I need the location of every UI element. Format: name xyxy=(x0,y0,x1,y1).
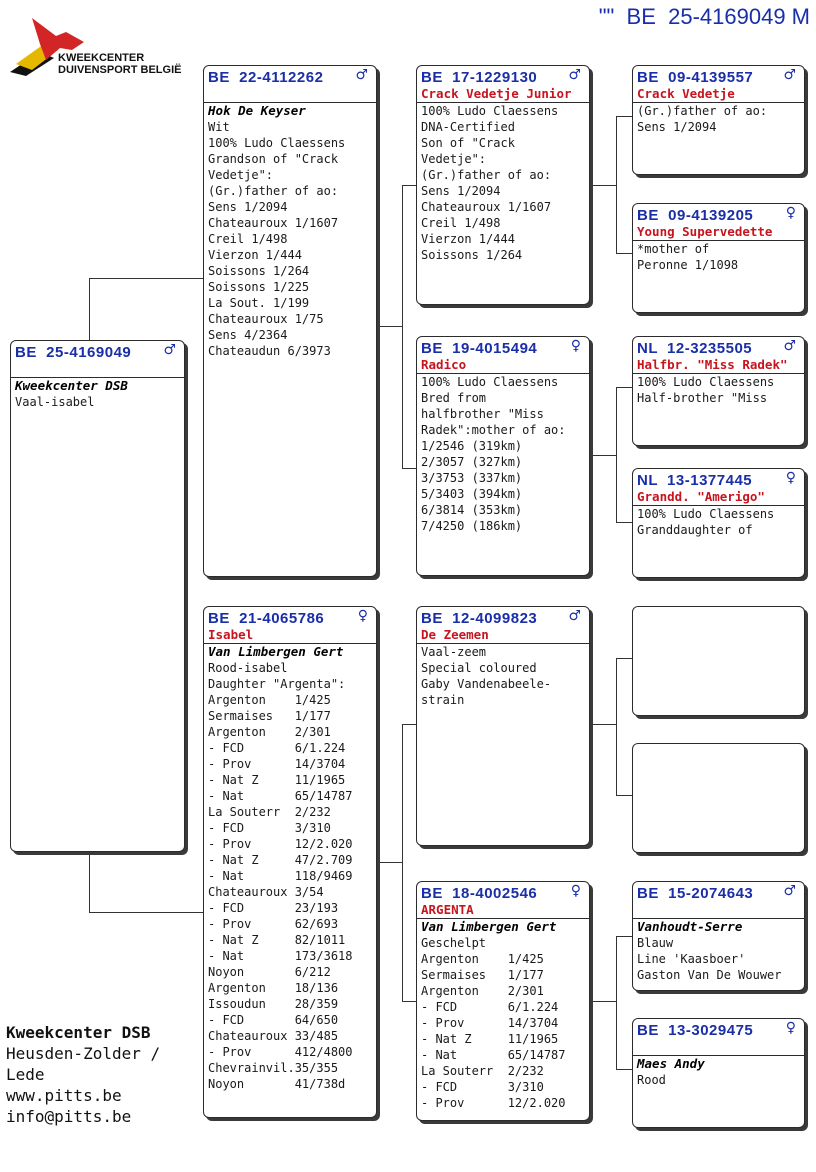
connector xyxy=(402,724,417,725)
detail-line: - Nat Z 11/1965 xyxy=(421,1032,559,1046)
sex-symbol-icon: ♂ xyxy=(163,342,176,358)
pigeon-name xyxy=(208,87,372,102)
pigeon-header xyxy=(633,337,804,374)
detail-line: Radek":mother of ao: xyxy=(421,423,566,437)
connector xyxy=(616,936,617,1070)
detail-line: Argenton 1/425 xyxy=(421,952,544,966)
detail-line: Noyon 6/212 xyxy=(208,965,331,979)
detail-line: Vierzon 1/444 xyxy=(421,232,515,246)
sex-symbol-icon: ♂ xyxy=(783,338,796,354)
detail-line: Rood-isabel xyxy=(208,661,288,675)
ring-number: BE 13-3029475 xyxy=(637,1022,754,1039)
owner-name: Van Limbergen Gert xyxy=(208,644,344,659)
pigeon-card-dam[interactable] xyxy=(203,606,377,1118)
detail-line: strain xyxy=(421,693,465,707)
pigeon-details xyxy=(633,506,804,538)
detail-line: Vedetje": xyxy=(421,152,487,166)
connector xyxy=(616,253,633,254)
pigeon-card-sire-dam[interactable] xyxy=(416,336,590,576)
detail-line: - Nat Z 47/2.709 xyxy=(208,853,353,867)
detail-line: 100% Ludo Claessens xyxy=(421,375,559,389)
detail-line: Gaston Van De Wouwer xyxy=(637,968,782,982)
logo xyxy=(6,14,196,80)
detail-line: - Prov 14/3704 xyxy=(208,757,346,771)
pigeon-header xyxy=(633,469,804,506)
pigeon-details xyxy=(204,644,376,1092)
owner-name: Kweekcenter DSB xyxy=(15,378,128,393)
pigeon-name: Radico xyxy=(421,357,467,372)
sex-symbol-icon: ♀ xyxy=(570,338,581,354)
connector xyxy=(616,116,617,254)
detail-line: - Nat 65/14787 xyxy=(208,789,353,803)
detail-line: Issoudun 28/359 xyxy=(208,997,339,1011)
detail-line: - Prov 14/3704 xyxy=(421,1016,559,1030)
detail-line: - FCD 23/193 xyxy=(208,901,339,915)
detail-line: Chateaudun 6/3973 xyxy=(208,344,331,358)
detail-line: Noyon 41/738d xyxy=(208,1077,346,1091)
breeder-line: Lede xyxy=(6,1065,45,1084)
detail-line: halfbrother "Miss xyxy=(421,407,544,421)
detail-line: Creil 1/498 xyxy=(421,216,501,230)
breeder-name: Kweekcenter DSB xyxy=(6,1023,151,1042)
ring-number: BE 21-4065786 xyxy=(208,610,325,627)
pigeon-card-subject[interactable] xyxy=(10,340,185,852)
detail-line: - Nat 118/9469 xyxy=(208,869,353,883)
detail-line: Soissons 1/264 xyxy=(208,264,310,278)
connector xyxy=(616,658,617,796)
detail-line: (Gr.)father of ao: xyxy=(208,184,339,198)
detail-line: Chateauroux 33/485 xyxy=(208,1029,339,1043)
ring-number: NL 13-1377445 xyxy=(637,472,753,489)
pigeon-name: Isabel xyxy=(208,627,254,642)
breeder-info xyxy=(6,1022,160,1127)
detail-line: Sens 1/2094 xyxy=(208,200,288,214)
detail-line: Vaal-zeem xyxy=(421,645,487,659)
detail-line: Chevrainvil.35/355 xyxy=(208,1061,339,1075)
pigeon-card-ggp-2[interactable] xyxy=(632,203,805,313)
owner-name: Maes Andy xyxy=(637,1056,705,1071)
pigeon-details xyxy=(417,644,589,708)
pigeon-name: ARGENTA xyxy=(421,902,474,917)
pigeon-card-ggp-3[interactable] xyxy=(632,336,805,446)
detail-line: Geschelpt xyxy=(421,936,487,950)
pigeon-header xyxy=(633,66,804,103)
detail-line: 2/3057 (327km) xyxy=(421,455,523,469)
owner-name: Vanhoudt-Serre xyxy=(637,919,743,934)
pigeon-card-sire[interactable] xyxy=(203,65,377,577)
detail-line: Soissons 1/264 xyxy=(421,248,523,262)
detail-line: Daughter "Argenta": xyxy=(208,677,346,691)
connector xyxy=(616,387,633,388)
sex-symbol-icon: ♀ xyxy=(570,883,581,899)
ring-number: BE 17-1229130 xyxy=(421,69,538,86)
pigeon-header xyxy=(633,204,804,241)
pigeon-name xyxy=(637,903,800,918)
pigeon-card-ggp-8[interactable] xyxy=(632,1018,805,1128)
connector xyxy=(89,278,90,340)
detail-line: - FCD 6/1.224 xyxy=(421,1000,559,1014)
detail-line: (Gr.)father of ao: xyxy=(421,168,552,182)
detail-line: - Prov 12/2.020 xyxy=(208,837,353,851)
connector xyxy=(402,1001,417,1002)
detail-line: Argenton 2/301 xyxy=(208,725,331,739)
detail-line: Sermaises 1/177 xyxy=(208,709,331,723)
detail-line: Son of "Crack xyxy=(421,136,515,150)
ring-number: BE 18-4002546 xyxy=(421,885,538,902)
detail-line: 100% Ludo Claessens xyxy=(421,104,559,118)
connector xyxy=(591,455,616,456)
pigeon-card-dam-dam[interactable] xyxy=(416,881,590,1121)
pigeon-details xyxy=(633,103,804,135)
detail-line: 100% Ludo Claessens xyxy=(637,375,775,389)
sex-symbol-icon: ♀ xyxy=(785,1020,796,1036)
pigeon-details xyxy=(633,374,804,406)
detail-line: - Prov 412/4800 xyxy=(208,1045,353,1059)
detail-line: Sens 1/2094 xyxy=(421,184,501,198)
detail-line: 5/3403 (394km) xyxy=(421,487,523,501)
connector xyxy=(591,1001,616,1002)
connector xyxy=(402,468,417,469)
pigeon-header xyxy=(633,1019,804,1056)
detail-line: 3/3753 (337km) xyxy=(421,471,523,485)
detail-line: 100% Ludo Claessens xyxy=(208,136,346,150)
detail-line: Half-brother "Miss xyxy=(637,391,768,405)
pigeon-header xyxy=(204,607,376,644)
connector xyxy=(616,387,617,523)
pigeon-name: Crack Vedetje Junior xyxy=(421,86,572,101)
detail-line: 1/2546 (319km) xyxy=(421,439,523,453)
detail-line: Sermaises 1/177 xyxy=(421,968,544,982)
connector xyxy=(616,522,633,523)
detail-line: Vierzon 1/444 xyxy=(208,248,302,262)
detail-line: Sens 4/2364 xyxy=(208,328,288,342)
detail-line: Vedetje": xyxy=(208,168,274,182)
detail-line: Chateauroux 3/54 xyxy=(208,885,324,899)
detail-line: La Souterr 2/232 xyxy=(208,805,331,819)
detail-line: Line 'Kaasboer' xyxy=(637,952,746,966)
ring-number: BE 09-4139205 xyxy=(637,207,754,224)
owner-name: Hok De Keyser xyxy=(208,103,306,118)
ring-number: BE 15-2074643 xyxy=(637,885,754,902)
detail-line: *mother of xyxy=(637,242,710,256)
sex-symbol-icon: ♂ xyxy=(355,67,368,83)
detail-line: DNA-Certified xyxy=(421,120,515,134)
connector xyxy=(591,724,616,725)
detail-line: Bred from xyxy=(421,391,487,405)
detail-line: 6/3814 (353km) xyxy=(421,503,523,517)
detail-line: - FCD 3/310 xyxy=(421,1080,544,1094)
ring-number: NL 12-3235505 xyxy=(637,340,753,357)
sex-symbol-icon: ♂ xyxy=(568,608,581,624)
sex-symbol-icon: ♀ xyxy=(785,205,796,221)
connector xyxy=(591,185,616,186)
pigeon-card-sire-sire[interactable] xyxy=(416,65,590,305)
detail-line: Chateauroux 1/1607 xyxy=(208,216,339,230)
detail-line: Chateauroux 1/75 xyxy=(208,312,324,326)
ring-number: BE 12-4099823 xyxy=(421,610,538,627)
pigeon-name: Young Supervedette xyxy=(637,224,773,239)
detail-line: - Nat Z 11/1965 xyxy=(208,773,346,787)
pigeon-details xyxy=(633,919,804,983)
pigeon-name: Crack Vedetje xyxy=(637,86,735,101)
connector xyxy=(89,912,204,913)
pigeon-header xyxy=(417,882,589,919)
detail-line: - Nat Z 82/1011 xyxy=(208,933,346,947)
breeder-website-link[interactable]: www.pitts.be xyxy=(6,1086,122,1105)
sex-symbol-icon: ♀ xyxy=(785,470,796,486)
pigeon-details xyxy=(11,378,184,410)
pigeon-details xyxy=(417,103,589,263)
detail-line: 100% Ludo Claessens xyxy=(637,507,775,521)
ring-number: BE 25-4169049 xyxy=(15,344,132,361)
ring-number: BE 09-4139557 xyxy=(637,69,754,86)
detail-line: La Sout. 1/199 xyxy=(208,296,310,310)
pigeon-details xyxy=(417,919,589,1111)
connector xyxy=(402,185,417,186)
breeder-line: Heusden-Zolder / xyxy=(6,1044,161,1063)
breeder-email-link[interactable]: info@pitts.be xyxy=(6,1107,132,1126)
detail-line: Rood xyxy=(637,1073,666,1087)
detail-line: Argenton 1/425 xyxy=(208,693,331,707)
pigeon-name: Grandd. "Amerigo" xyxy=(637,489,765,504)
detail-line: Soissons 1/225 xyxy=(208,280,310,294)
pigeon-header xyxy=(11,341,184,378)
pigeon-details xyxy=(633,241,804,273)
detail-line: Argenton 18/136 xyxy=(208,981,339,995)
pigeon-header xyxy=(417,607,589,644)
pigeon-card-ggp-5-empty xyxy=(632,606,805,716)
sex-symbol-icon: ♂ xyxy=(783,67,796,83)
pigeon-details xyxy=(204,103,376,359)
pigeon-header xyxy=(633,882,804,919)
pigeon-header xyxy=(204,66,376,103)
detail-line: 7/4250 (186km) xyxy=(421,519,523,533)
detail-line: - Nat 173/3618 xyxy=(208,949,353,963)
connector xyxy=(616,795,633,796)
pigeon-card-dam-sire[interactable] xyxy=(416,606,590,846)
detail-line: Gaby Vandenabeele- xyxy=(421,677,552,691)
sex-symbol-icon: ♂ xyxy=(568,67,581,83)
detail-line: Blauw xyxy=(637,936,674,950)
owner-name: Van Limbergen Gert xyxy=(421,919,557,934)
pigeon-header xyxy=(417,66,589,103)
detail-line: - Nat 65/14787 xyxy=(421,1048,566,1062)
connector xyxy=(616,1069,633,1070)
connector xyxy=(89,853,90,913)
pigeon-card-ggp-7[interactable] xyxy=(632,881,805,991)
connector xyxy=(402,185,403,469)
detail-line: La Souterr 2/232 xyxy=(421,1064,544,1078)
sex-symbol-icon: ♂ xyxy=(783,883,796,899)
ring-number: BE 22-4112262 xyxy=(208,69,324,86)
detail-line: Sens 1/2094 xyxy=(637,120,717,134)
pigeon-name xyxy=(15,362,180,377)
connector xyxy=(89,278,204,279)
logo-line2: DUIVENSPORT BELGIË xyxy=(58,64,182,76)
connector xyxy=(616,936,633,937)
detail-line: Granddaughter of xyxy=(637,523,753,537)
pigeon-details xyxy=(417,374,589,534)
detail-line: - Prov 62/693 xyxy=(208,917,339,931)
detail-line: - FCD 6/1.224 xyxy=(208,741,346,755)
page-title: "" BE 25-4169049 M xyxy=(598,4,810,29)
detail-line: Argenton 2/301 xyxy=(421,984,544,998)
pigeon-details xyxy=(633,1056,804,1088)
detail-line: (Gr.)father of ao: xyxy=(637,104,768,118)
ring-number: BE 19-4015494 xyxy=(421,340,538,357)
pigeon-card-ggp-6-empty xyxy=(632,743,805,853)
detail-line: Grandson of "Crack xyxy=(208,152,339,166)
detail-line: Special coloured xyxy=(421,661,537,675)
sex-symbol-icon: ♀ xyxy=(357,608,368,624)
detail-line: Creil 1/498 xyxy=(208,232,288,246)
pigeon-name: Halfbr. "Miss Radek" xyxy=(637,357,788,372)
detail-line: - FCD 3/310 xyxy=(208,821,331,835)
detail-line: Vaal-isabel xyxy=(15,395,95,409)
connector xyxy=(402,724,403,1002)
detail-line: - FCD 64/650 xyxy=(208,1013,339,1027)
connector xyxy=(616,658,633,659)
pigeon-card-ggp-1[interactable] xyxy=(632,65,805,175)
logo-line1: KWEEKCENTER xyxy=(58,52,145,64)
detail-line: Wit xyxy=(208,120,230,134)
connector xyxy=(377,326,402,327)
pigeon-name xyxy=(637,1040,800,1055)
detail-line: - Prov 12/2.020 xyxy=(421,1096,566,1110)
pigeon-card-ggp-4[interactable] xyxy=(632,468,805,578)
connector xyxy=(616,116,633,117)
connector xyxy=(377,862,402,863)
pigeon-name: De Zeemen xyxy=(421,627,489,642)
detail-line: Peronne 1/1098 xyxy=(637,258,739,272)
pigeon-header xyxy=(417,337,589,374)
detail-line: Chateauroux 1/1607 xyxy=(421,200,552,214)
